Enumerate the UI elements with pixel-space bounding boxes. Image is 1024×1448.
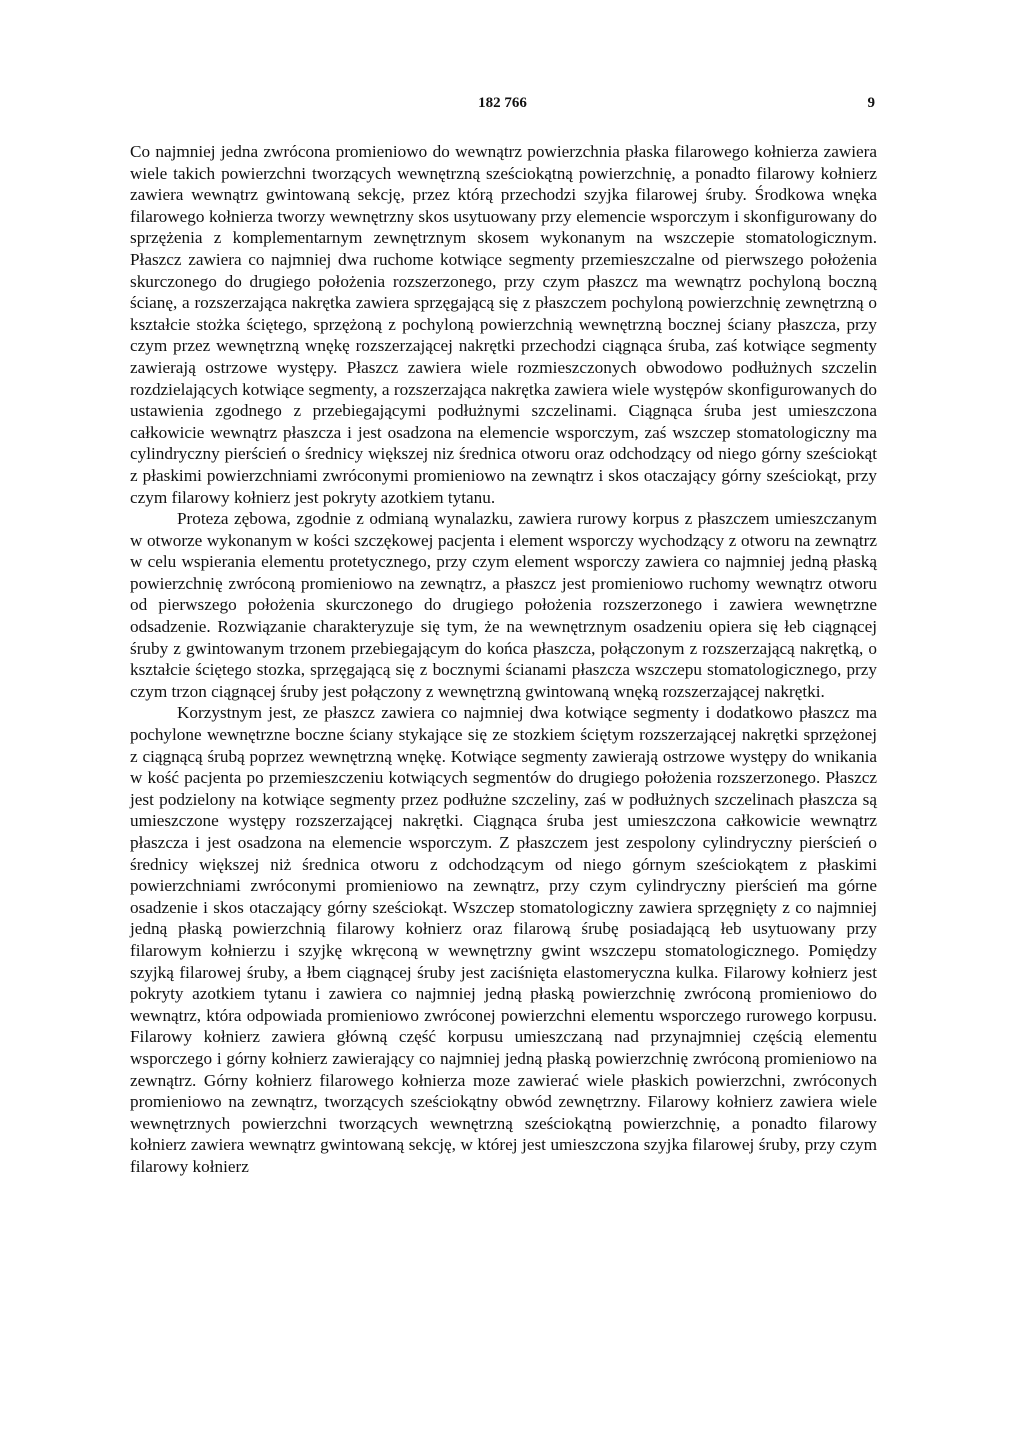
- paragraph: Co najmniej jedna zwrócona promieniowo do wewnątrz powierzchnia płaska filarowego kołnierza zawiera wiele takich powierzchni tworzących wewnętrzną sześciokątną powierzchnię, a ponadto filarowy kołnierz zawiera wewnątrz gwintowaną sekcję, przez którą przechodzi szyjka filarowej śruby. Środkowa wnęka filarowego kołnierza tworzy wewnętrzny skos usytuowany przy elemencie wsporczym i skonfigurowany do sprzężenia z komplementarnym zewnętrznym skosem wykonanym na wszczepie stomatologicznym. Płaszcz zawiera co najmniej dwa ruchome kotwiące segmenty przemieszczalne od pierwszego położenia skurczonego do drugiego położenia rozszerzonego, przy czym płaszcz ma wewnątrz pochyloną boczną ścianę, a rozszerzająca nakrętka zawiera sprzęgającą się z płaszczem pochyloną powierzchnię zewnętrzną o kształcie stożka ściętego, sprzężoną z pochyloną powierzchnią wewnętrzną bocznej ściany płaszcza, przy czym przez wewnętrzną wnękę rozszerzającej nakrętki przechodzi ciągnąca śruba, zaś kotwiące segmenty zawierają ostrzowe występy. Płaszcz zawiera wiele rozmieszczonych obwodowo podłużnych szczelin rozdzielających kotwiące segmenty, a rozszerzająca nakrętka zawiera wiele występów skonfigurowanych do ustawienia zgodnego z przebiegającymi podłużnymi szczelinami. Ciągnąca śruba jest umieszczona całkowicie wewnątrz płaszcza i jest osadzona na elemencie wsporczym, zaś wszczep stomatologiczny ma cylindryczny pierścień o średnicy większej niz średnica otworu oraz odchodzący od niego górny sześciokąt z płaskimi powierzchniami zwróconymi promieniowo na zewnątrz i skos otaczający górny sześciokąt, przy czym filarowy kołnierz jest pokryty azotkiem tytanu.: [130, 142, 877, 507]
- page-number: 9: [867, 95, 875, 111]
- body-text: [130, 141, 877, 1178]
- paragraph: Korzystnym jest, ze płaszcz zawiera co najmniej dwa kotwiące segmenty i dodatkowo płaszcz ma pochylone wewnętrzne boczne ściany stykające się ze stozkiem ściętym rozszerzającej nakrętki sprzężonej z ciągnącą śrubą poprzez wewnętrzną wnękę. Kotwiące segmenty zawierają ostrzowe występy do wnikania w kość pacjenta po przemieszczeniu kotwiących segmentów do drugiego położenia rozszerzonego. Płaszcz jest podzielony na kotwiące segmenty przez podłużne szczeliny, zaś w podłużnych szczelinach płaszcza są umieszczone występy rozszerzającej nakrętki. Ciągnąca śruba jest umieszczona całkowicie wewnątrz płaszcza i jest osadzona na elemencie wsporczym. Z płaszczem jest zespolony cylindryczny pierścień o średnicy większej niż średnica otworu z odchodzącym od niego górnym sześciokątem z płaskimi powierzchniami zwróconymi promieniowo na zewnątrz, przy czym cylindryczny pierścień ma górne osadzenie i skos otaczający górny sześciokąt. Wszczep stomatologiczny zawiera sprzęgnięty z co najmniej jedną płaską powierzchnią filarowy kołnierz oraz filarową śrubę posiadającą łeb usytuowany przy filarowym kołnierzu i szyjkę wkręconą w wewnętrzny gwint wszczepu stomatologicznego. Pomiędzy szyjką filarowej śruby, a łbem ciągnącej śruby jest zaciśnięta elastomeryczna kulka. Filarowy kołnierz jest pokryty azotkiem tytanu i zawiera co najmniej jedną płaską powierzchnię zwróconą promieniowo do wewnątrz, która odpowiada promieniowo zwróconej powierzchni elementu wsporczego rurowego korpusu. Filarowy kołnierz zawiera główną część korpusu umieszczaną nad przynajmniej częścią elementu wsporczego i górny kołnierz zawierający co najmniej jedną płaską powierzchnię zwróconą promieniowo na zewnątrz. Górny kołnierz filarowego kołnierza moze zawierać wiele płaskich powierzchni, zwróconych promieniowo na zewnątrz, tworzących sześciokątny obwód zewnętrzny. Filarowy kołnierz zawiera wiele wewnętrznych powierzchni tworzących wewnętrzną sześciokątną powierzchnię, a ponadto filarowy kołnierz zawiera wewnątrz gwintowaną sekcję, w której jest umieszczona szyjka filarowej śruby, przy czym filarowy kołnierz: [130, 703, 877, 1176]
- page-header: [130, 95, 875, 115]
- patent-number: 182 766: [478, 95, 527, 111]
- paragraph: Proteza zębowa, zgodnie z odmianą wynalazku, zawiera rurowy korpus z płaszczem umieszczanym w otworze wykonanym w kości szczękowej pacjenta i element wsporczy wychodzący z otworu na zewnątrz w celu wspierania elementu protetycznego, przy czym element wsporczy zawiera co najmniej jedną płaską powierzchnię zwróconą promieniowo na zewnątrz, a płaszcz jest promieniowo ruchomy wewnątrz otworu od pierwszego położenia skurczonego do drugiego położenia rozszerzonego i zawiera wewnętrzne odsadzenie. Rozwiązanie charakteryzuje się tym, że na wewnętrznym osadzeniu opiera się łeb ciągnącej śruby z gwintowanym trzonem przebiegającym do końca płaszcza, połączonym z rozszerzającą nakrętką, o kształcie ściętego stozka, sprzęgającą się z bocznymi ścianami płaszcza wszczepu stomatologicznego, przy czym trzon ciągnącej śruby jest połączony z wewnętrzną gwintowaną wnęką rozszerzającej nakrętki.: [130, 509, 877, 701]
